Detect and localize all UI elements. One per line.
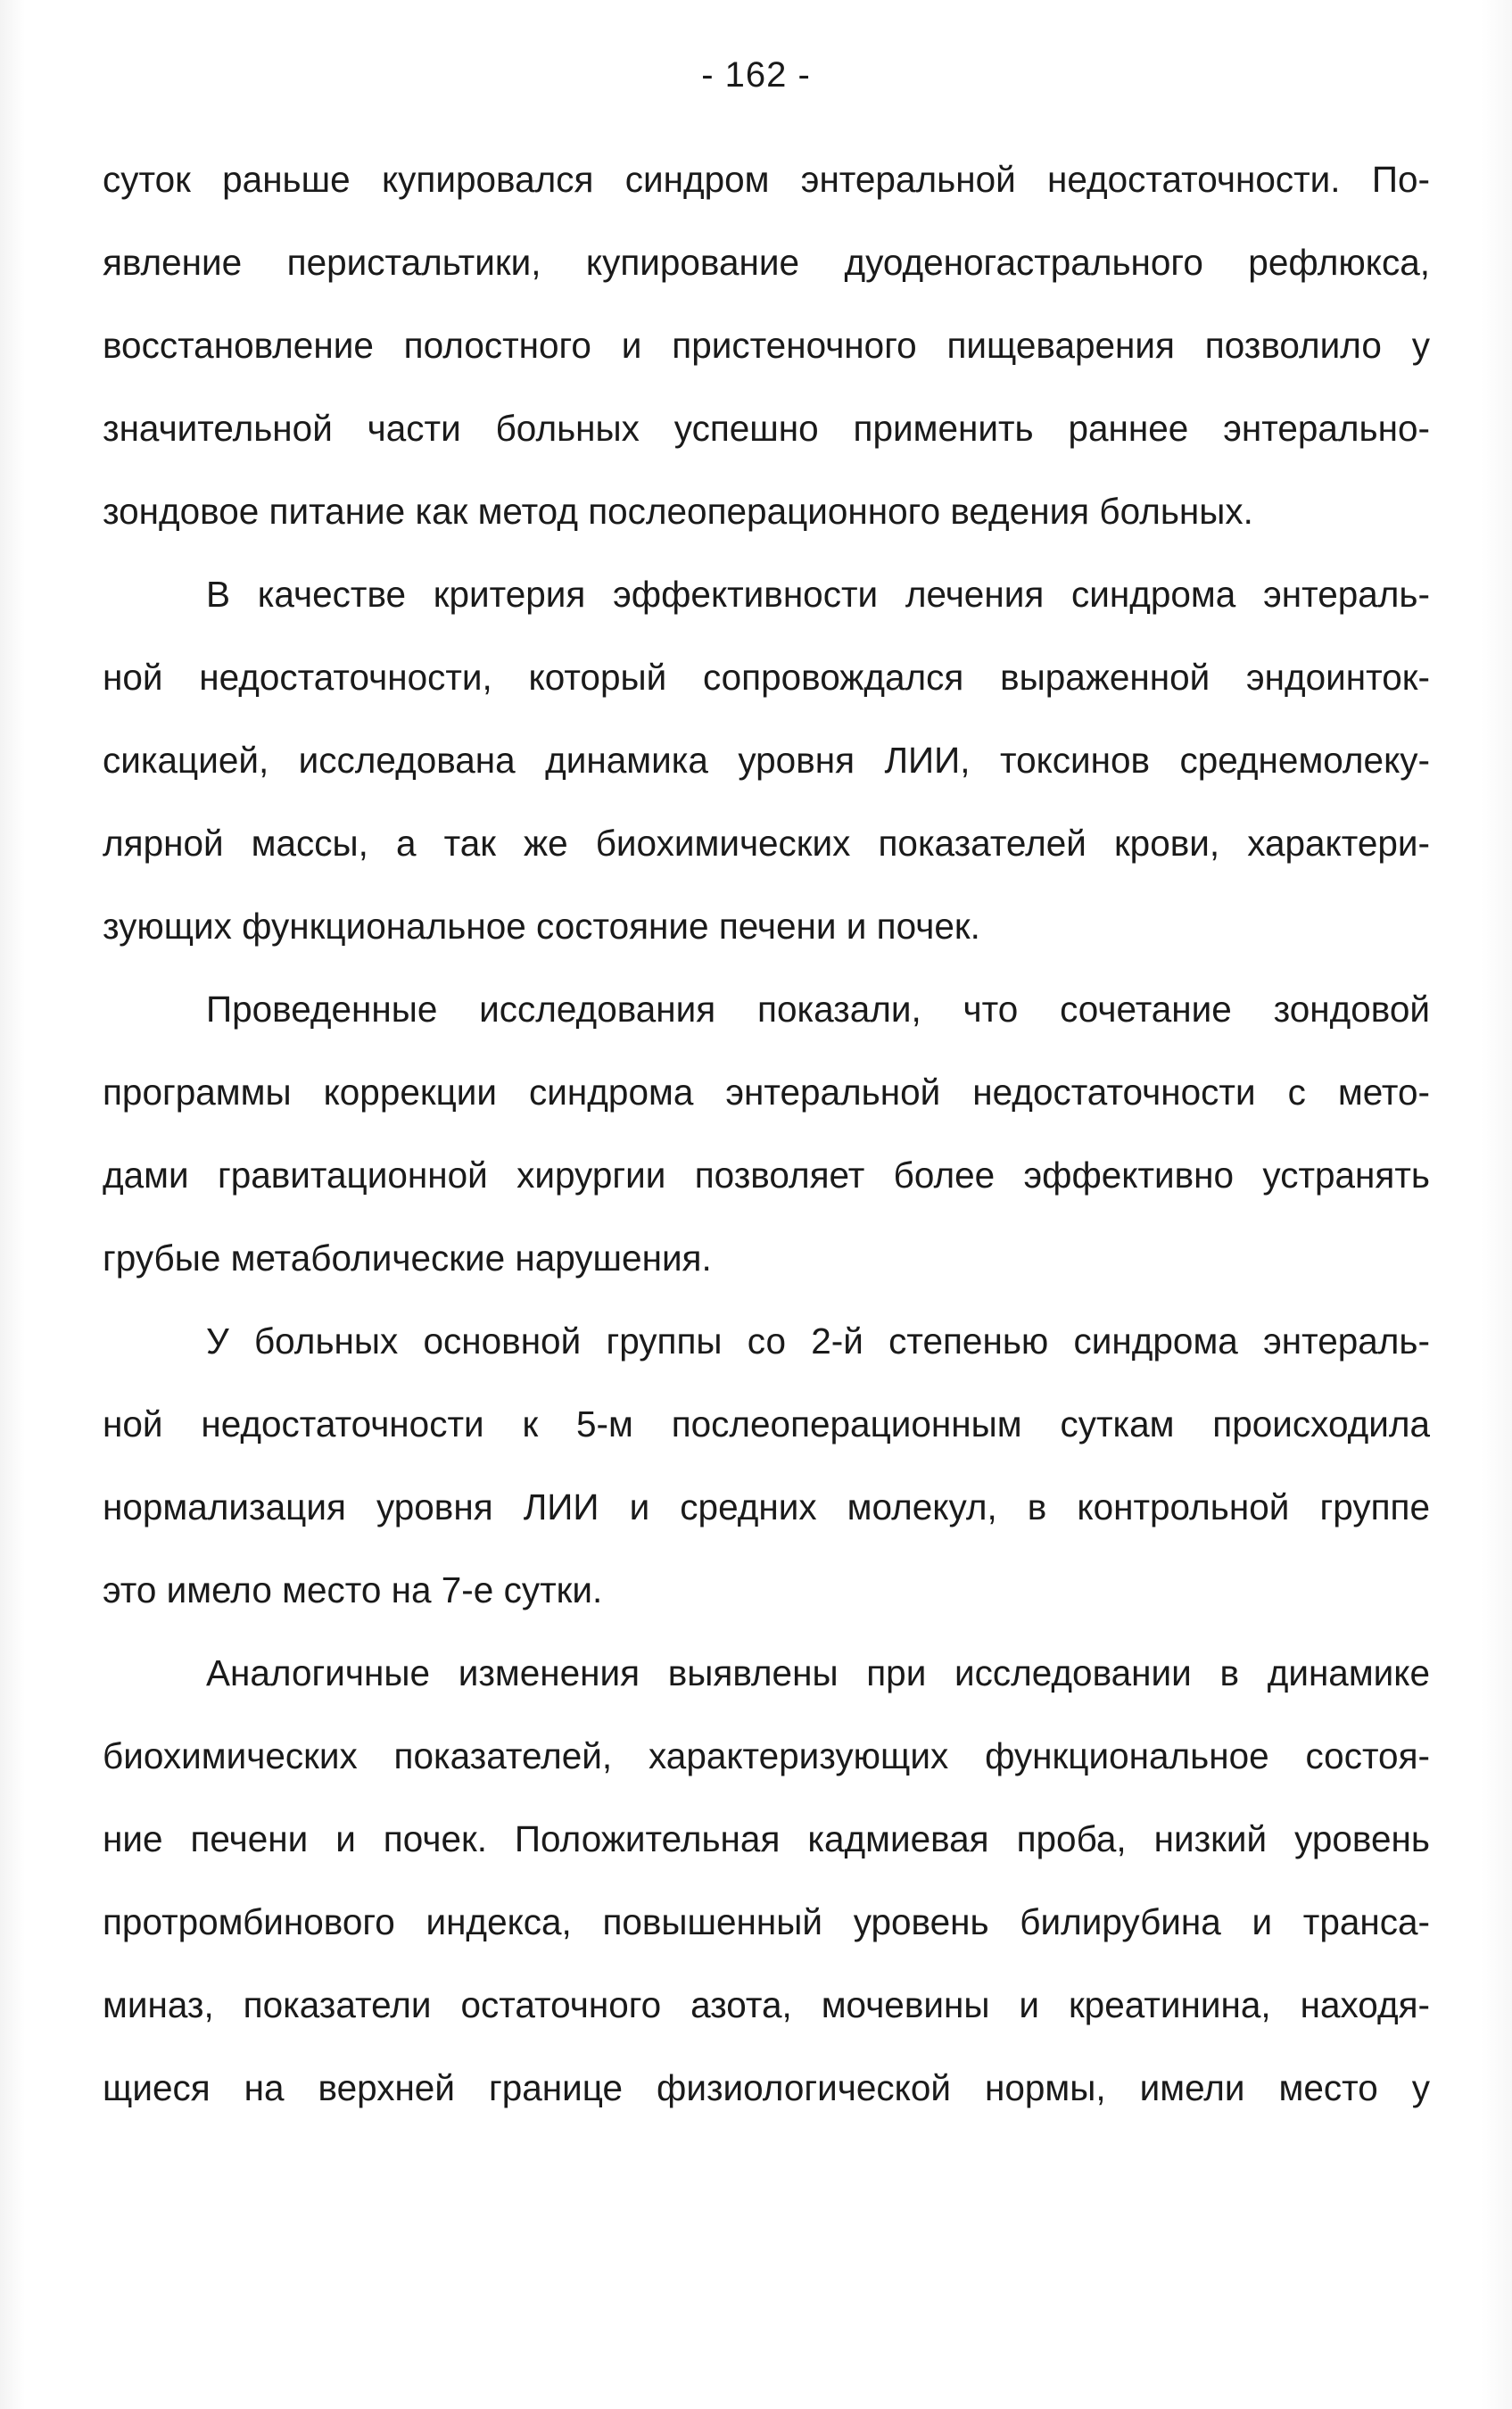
page-number: - 162 -: [701, 55, 811, 95]
text-line: нормализация уровня ЛИИ и средних молекул, в контрольной группе: [103, 1486, 1430, 1527]
text-line: значительной части больных успешно применить раннее энтерально-: [103, 408, 1430, 449]
text-line: грубые метаболические нарушения.: [103, 1238, 712, 1279]
text-line: В качестве критерия эффективности лечения синдрома энтераль-: [206, 574, 1430, 615]
text-line: биохимических показателей, характеризующих функциональное состоя-: [103, 1735, 1430, 1776]
text-line: это имело место на 7-е сутки.: [103, 1569, 603, 1610]
paragraph-5: [103, 1643, 1430, 2141]
text-line: сикацией, исследована динамика уровня ЛИИ, токсинов среднемолеку-: [103, 740, 1430, 781]
paragraph-1: [103, 150, 1430, 565]
paragraph-3: [103, 980, 1430, 1312]
text-line: миназ, показатели остаточного азота, мочевины и креатинина, находя-: [103, 1984, 1430, 2025]
text-line: ной недостаточности, который сопровождался выраженной эндоинток-: [103, 657, 1430, 698]
text-line: программы коррекции синдрома энтеральной недостаточности с мето-: [103, 1072, 1430, 1113]
text-line: Проведенные исследования показали, что сочетание зондовой: [206, 989, 1430, 1030]
text-line: ние печени и почек. Положительная кадмиевая проба, низкий уровень: [103, 1818, 1430, 1859]
text-line: явление перистальтики, купирование дуоденогастрального рефлюкса,: [103, 242, 1430, 283]
paragraph-2: [103, 565, 1430, 980]
text-line: ной недостаточности к 5-м послеоперационным суткам происходила: [103, 1403, 1430, 1445]
text-line: восстановление полостного и пристеночного пищеварения позволило у: [103, 325, 1430, 366]
document-body: [103, 150, 1430, 2141]
text-line: лярной массы, а так же биохимических показателей крови, характери-: [103, 823, 1430, 864]
paragraph-4: [103, 1312, 1430, 1643]
text-line: дами гравитационной хирургии позволяет более эффективно устранять: [103, 1155, 1430, 1196]
text-line: протромбинового индекса, повышенный уровень билирубина и транса-: [103, 1901, 1430, 1942]
text-line: зующих функциональное состояние печени и почек.: [103, 906, 980, 947]
text-line: Аналогичные изменения выявлены при исследовании в динамике: [206, 1652, 1430, 1693]
text-line: щиеся на верхней границе физиологической нормы, имели место у: [103, 2067, 1430, 2108]
text-line: зондовое питание как метод послеоперационного ведения больных.: [103, 491, 1253, 532]
text-line: У больных основной группы со 2-й степенью синдрома энтераль-: [206, 1320, 1430, 1362]
text-line: суток раньше купировался синдром энтеральной недостаточности. По-: [103, 159, 1430, 200]
